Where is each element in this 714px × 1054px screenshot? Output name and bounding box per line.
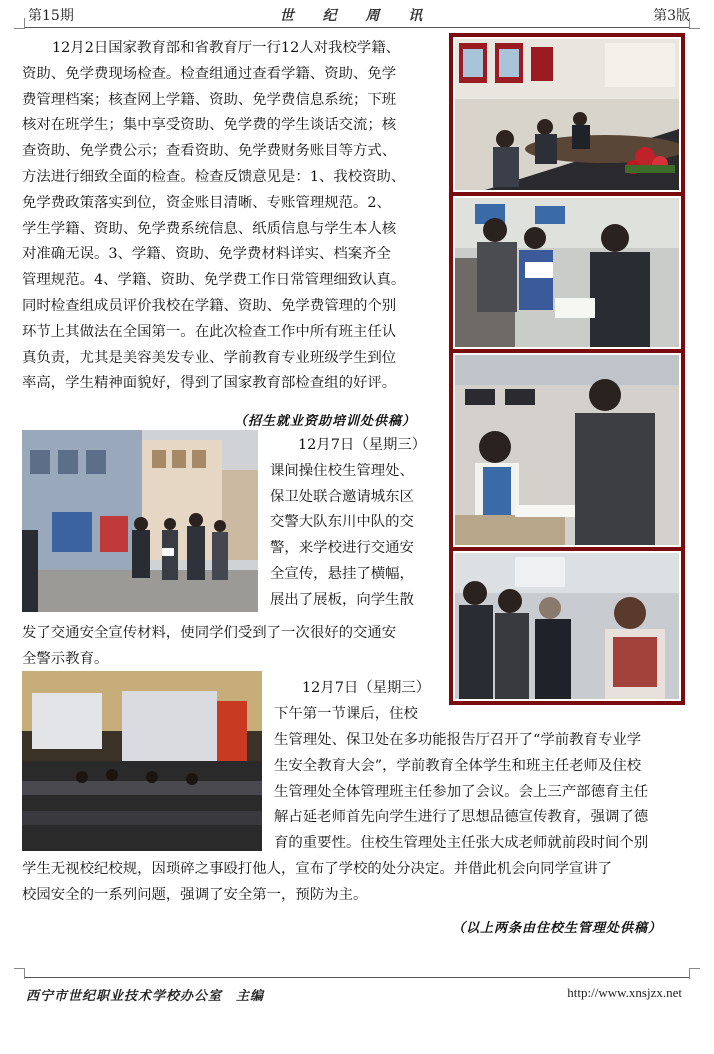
text-line: 警，来学校进行交通安	[270, 540, 414, 557]
text-line: 下午第一节课后，住校	[274, 705, 418, 722]
photo-column	[449, 33, 685, 705]
text-line: 生管理处全体管理班主任参加了会议。会上三产部德育主任	[274, 783, 649, 800]
footer-rule	[24, 977, 690, 978]
article-2-text	[270, 433, 446, 614]
photo-frame	[453, 551, 681, 701]
photo-frame	[453, 353, 681, 547]
text-line: 费管理档案；核查网上学籍、资助、免学费信息系统；下班	[22, 91, 397, 108]
text-line: 校园安全的一系列问题，强调了安全第一，预防为主。	[22, 886, 368, 903]
text-line: 生安全教育大会”，学前教育全体学生和班主任老师及住校	[274, 757, 642, 774]
article-3-text-full	[22, 857, 694, 909]
article-3-text-cont	[274, 728, 694, 857]
article-1-text	[22, 36, 446, 397]
text-line: 资助、免学费现场检查。检查组通过查看学籍、资助、免学	[22, 65, 397, 82]
crop-mark	[14, 18, 25, 29]
newsletter-title: 世 纪 周 讯	[279, 8, 435, 24]
article-3-text	[274, 676, 446, 728]
text-line: 育的重要性。住校生管理处主任张大成老师就前段时间个别	[274, 835, 649, 852]
meeting-room-photo	[455, 39, 679, 190]
article-1-credit: （招生就业资助培训处供稿）	[234, 414, 417, 429]
text-line: 12月7日（星期三）	[298, 437, 427, 453]
text-line: 核对在班学生；集中享受资助、免学费的学生谈话交流；核	[22, 117, 397, 134]
text-line: 保卫处联合邀请城东区	[270, 488, 414, 505]
traffic-safety-photo	[22, 430, 258, 612]
office-visit-photo	[455, 553, 679, 699]
text-line: 查资助、免学费公示；查看资助、免学费财务账目等方式、	[22, 143, 397, 160]
text-line: 交警大队东川中队的交	[270, 514, 414, 531]
text-line: 发了交通安全宣传材料，使同学们受到了一次很好的交通安	[22, 625, 397, 641]
text-line: 全警示教育。	[22, 650, 109, 667]
header-rule	[24, 27, 690, 28]
text-line: 免学费政策落实到位，资金账目清晰、专账管理规范。2、	[22, 194, 391, 211]
auditorium-meeting-photo	[22, 671, 262, 851]
crop-mark	[689, 18, 700, 29]
crop-mark	[689, 968, 700, 979]
article-2-text-cont	[22, 621, 446, 673]
text-line: 学生学籍、资助、免学费系统信息、纸质信息与学生本人核	[22, 220, 397, 237]
text-line: 12月7日（星期三）	[302, 680, 431, 696]
photo-frame	[453, 37, 681, 192]
document-inspection-photo	[455, 198, 679, 347]
text-line: 率高，学生精神面貌好，得到了国家教育部检查组的好评。	[22, 375, 397, 392]
text-line: 12月2日国家教育部和省教育厅一行12人对我校学籍、	[52, 40, 400, 56]
page-header	[0, 0, 714, 30]
text-line: 生管理处、保卫处在多功能报告厅召开了“学前教育专业学	[274, 732, 642, 748]
footer-website-link[interactable]: http://www.xnsjzx.net	[567, 985, 682, 1000]
text-line: 环节上其做法在全国第一。在此次检查工作中所有班主任认	[22, 323, 397, 340]
text-line: 方法进行细致全面的检查。检查反馈意见是：1、我校资助、	[22, 168, 406, 185]
issue-number: 第15期	[28, 8, 74, 24]
text-line: 解占延老师首先向学生进行了思想品德宣传教育，强调了德	[274, 809, 649, 826]
page-number: 第3版	[653, 8, 690, 24]
text-line: 展出了展板，向学生散	[270, 591, 414, 608]
article-3-credit: （以上两条由住校生管理处供稿）	[452, 921, 663, 936]
footer-publisher: 西宁市世纪职业技术学校办公室 主编	[26, 989, 265, 1004]
text-line: 同时检查组成员评价我校在学籍、资助、免学费管理的个别	[22, 297, 397, 314]
photo-frame	[453, 196, 681, 349]
text-line: 管理规范。4、学籍、资助、免学费工作日常管理细致认真。	[22, 272, 406, 289]
crop-mark	[14, 968, 25, 979]
text-line: 课间操住校生管理处、	[270, 462, 414, 479]
text-line: 对准确无误。3、学籍、资助、免学费材料详实、档案齐全	[22, 246, 391, 263]
text-line: 学生无视校纪校规，因琐碎之事殴打他人，宣布了学校的处分决定。并借此机会向同学宣讲了	[22, 861, 613, 877]
text-line: 真负责，尤其是美容美发专业、学前教育专业班级学生到位	[22, 349, 397, 366]
text-line: 全宣传，悬挂了横幅，	[270, 565, 414, 582]
student-interview-photo	[455, 355, 679, 545]
